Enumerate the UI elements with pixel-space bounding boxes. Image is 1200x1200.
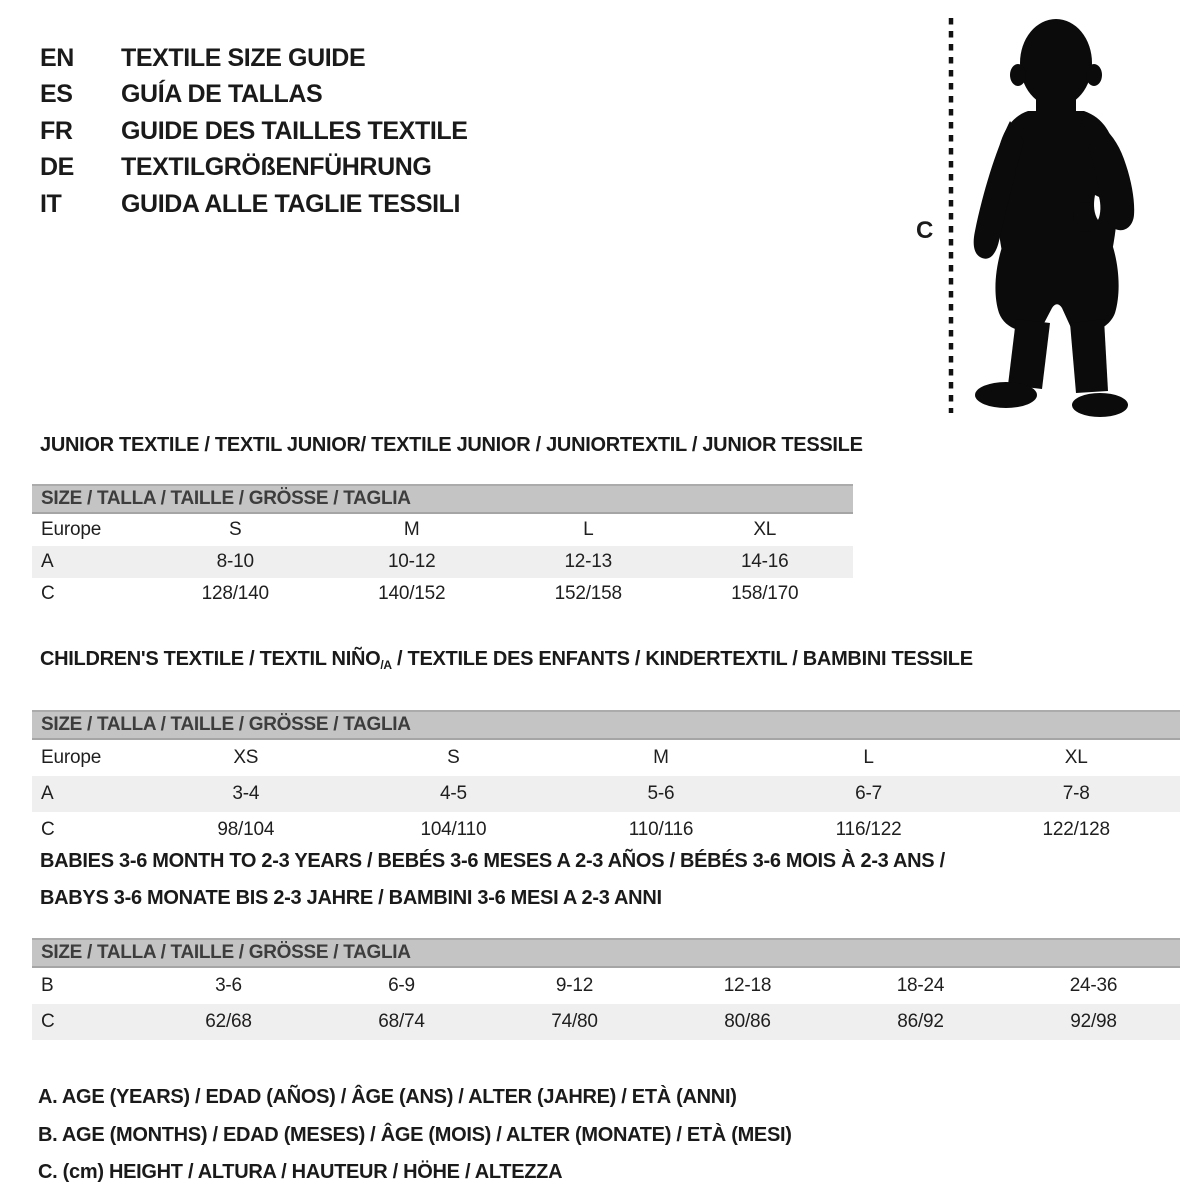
row-label-cell: A bbox=[41, 783, 54, 804]
legend-line-b: B. AGE (MONTHS) / EDAD (MESES) / ÂGE (MOIS) / ALTER (MONATE) / ETÀ (MESI) bbox=[38, 1123, 792, 1146]
column-header-cell: XL bbox=[753, 519, 777, 540]
guide-title-de: TEXTILGRÖßENFÜHRUNG bbox=[121, 153, 432, 182]
row-label-cell: A bbox=[41, 551, 54, 572]
row-label-cell: Europe bbox=[41, 747, 102, 768]
legend-line-a: A. AGE (YEARS) / EDAD (AÑOS) / ÂGE (ANS) / ALTER (JAHRE) / ETÀ (ANNI) bbox=[38, 1086, 737, 1108]
table-row-age bbox=[32, 546, 853, 578]
column-header-cell: S bbox=[229, 519, 242, 540]
column-header-cell: M bbox=[653, 747, 669, 768]
value-cell: 116/122 bbox=[835, 819, 902, 840]
column-header-cell: S bbox=[447, 747, 460, 768]
language-title-list bbox=[40, 40, 468, 223]
language-row-fr bbox=[40, 113, 468, 150]
value-cell: 14-16 bbox=[740, 551, 789, 572]
value-cell: 7-8 bbox=[1062, 783, 1090, 804]
table-row-months bbox=[32, 968, 1180, 1004]
value-cell: 12-18 bbox=[723, 975, 772, 996]
row-label-cell: C bbox=[41, 583, 55, 604]
language-row-it bbox=[40, 186, 468, 223]
value-cell: 122/128 bbox=[1042, 819, 1110, 840]
value-cell: 104/110 bbox=[420, 819, 487, 840]
value-cell: 18-24 bbox=[896, 975, 945, 996]
table-row-columns bbox=[32, 514, 853, 546]
value-cell: 128/140 bbox=[201, 583, 269, 604]
language-code: ES bbox=[40, 80, 73, 109]
value-cell: 4-5 bbox=[439, 783, 467, 804]
value-cell: 12-13 bbox=[564, 551, 613, 572]
language-code: FR bbox=[40, 116, 73, 145]
value-cell: 8-10 bbox=[216, 551, 254, 572]
row-label-cell: C bbox=[41, 819, 55, 840]
children-size-table bbox=[32, 710, 1180, 848]
height-figure-graphic bbox=[900, 10, 1180, 430]
value-cell: 10-12 bbox=[387, 551, 436, 572]
language-row-en bbox=[40, 40, 468, 77]
babies-heading-line2: BABYS 3-6 MONATE BIS 2-3 JAHRE / BAMBINI 3-6 MESI A 2-3 ANNI bbox=[40, 887, 662, 909]
column-header-cell: M bbox=[403, 519, 420, 540]
junior-size-table bbox=[32, 484, 853, 610]
children-heading-subscript: /A bbox=[380, 658, 392, 672]
value-cell: 74/80 bbox=[551, 1011, 598, 1032]
value-cell: 98/104 bbox=[217, 819, 275, 840]
column-header-cell: XS bbox=[233, 747, 259, 768]
height-measure-label: C bbox=[916, 217, 934, 244]
children-size-bar: SIZE / TALLA / TAILLE / GRÖSSE / TAGLIA bbox=[32, 710, 1180, 740]
value-cell: 86/92 bbox=[897, 1011, 944, 1032]
guide-title-fr: GUIDE DES TAILLES TEXTILE bbox=[121, 116, 468, 145]
measure-legend bbox=[38, 1079, 792, 1192]
value-cell: 3-6 bbox=[215, 975, 242, 996]
language-code: IT bbox=[40, 189, 62, 218]
babies-size-table bbox=[32, 938, 1180, 1040]
language-row-es bbox=[40, 77, 468, 114]
value-cell: 24-36 bbox=[1069, 975, 1118, 996]
column-header-cell: XL bbox=[1064, 747, 1088, 768]
table-row-columns bbox=[32, 740, 1180, 776]
value-cell: 158/170 bbox=[731, 583, 799, 604]
table-row-age bbox=[32, 776, 1180, 812]
value-cell: 140/152 bbox=[378, 583, 446, 604]
row-label-cell: C bbox=[41, 1011, 55, 1032]
value-cell: 92/98 bbox=[1070, 1011, 1117, 1032]
column-header-cell: L bbox=[583, 519, 594, 540]
value-cell: 5-6 bbox=[647, 783, 675, 804]
guide-title-it: GUIDA ALLE TAGLIE TESSILI bbox=[121, 189, 461, 218]
babies-heading-line1: BABIES 3-6 MONTH TO 2-3 YEARS / BEBÉS 3-6 MESES A 2-3 AÑOS / BÉBÉS 3-6 MOIS À 2-3 ANS / bbox=[40, 850, 945, 872]
value-cell: 62/68 bbox=[205, 1011, 252, 1032]
guide-title-es: GUÍA DE TALLAS bbox=[121, 80, 323, 109]
table-row-height bbox=[32, 578, 853, 610]
language-row-de bbox=[40, 150, 468, 187]
table-row-height bbox=[32, 1004, 1180, 1040]
row-label-cell: Europe bbox=[41, 519, 102, 540]
babies-section-heading bbox=[40, 843, 945, 917]
junior-section-heading: JUNIOR TEXTILE / TEXTIL JUNIOR/ TEXTILE JUNIOR / JUNIORTEXTIL / JUNIOR TESSILE bbox=[40, 434, 863, 456]
column-header-cell: L bbox=[863, 747, 874, 768]
babies-size-bar: SIZE / TALLA / TAILLE / GRÖSSE / TAGLIA bbox=[32, 938, 1180, 968]
children-heading-text: CHILDREN'S TEXTILE / TEXTIL NIÑO bbox=[40, 648, 381, 670]
row-label-cell: B bbox=[41, 975, 54, 996]
value-cell: 68/74 bbox=[378, 1011, 425, 1032]
legend-line-c: C. (cm) HEIGHT / ALTURA / HAUTEUR / HÖHE / ALTEZZA bbox=[38, 1161, 563, 1183]
value-cell: 3-4 bbox=[232, 783, 260, 804]
toddler-silhouette bbox=[974, 19, 1135, 417]
children-heading-text: / TEXTILE DES ENFANTS / KINDERTEXTIL / BAMBINI TESSILE bbox=[391, 648, 973, 670]
language-code: DE bbox=[40, 153, 74, 182]
value-cell: 9-12 bbox=[555, 975, 594, 996]
value-cell: 152/158 bbox=[554, 583, 622, 604]
value-cell: 80/86 bbox=[724, 1011, 771, 1032]
value-cell: 6-7 bbox=[855, 783, 883, 804]
guide-title-en: TEXTILE SIZE GUIDE bbox=[121, 43, 366, 72]
children-section-heading bbox=[40, 648, 973, 671]
height-figure bbox=[900, 10, 1180, 430]
language-code: EN bbox=[40, 43, 74, 72]
value-cell: 6-9 bbox=[388, 975, 415, 996]
junior-size-bar: SIZE / TALLA / TAILLE / GRÖSSE / TAGLIA bbox=[32, 484, 853, 514]
value-cell: 110/116 bbox=[628, 819, 694, 840]
